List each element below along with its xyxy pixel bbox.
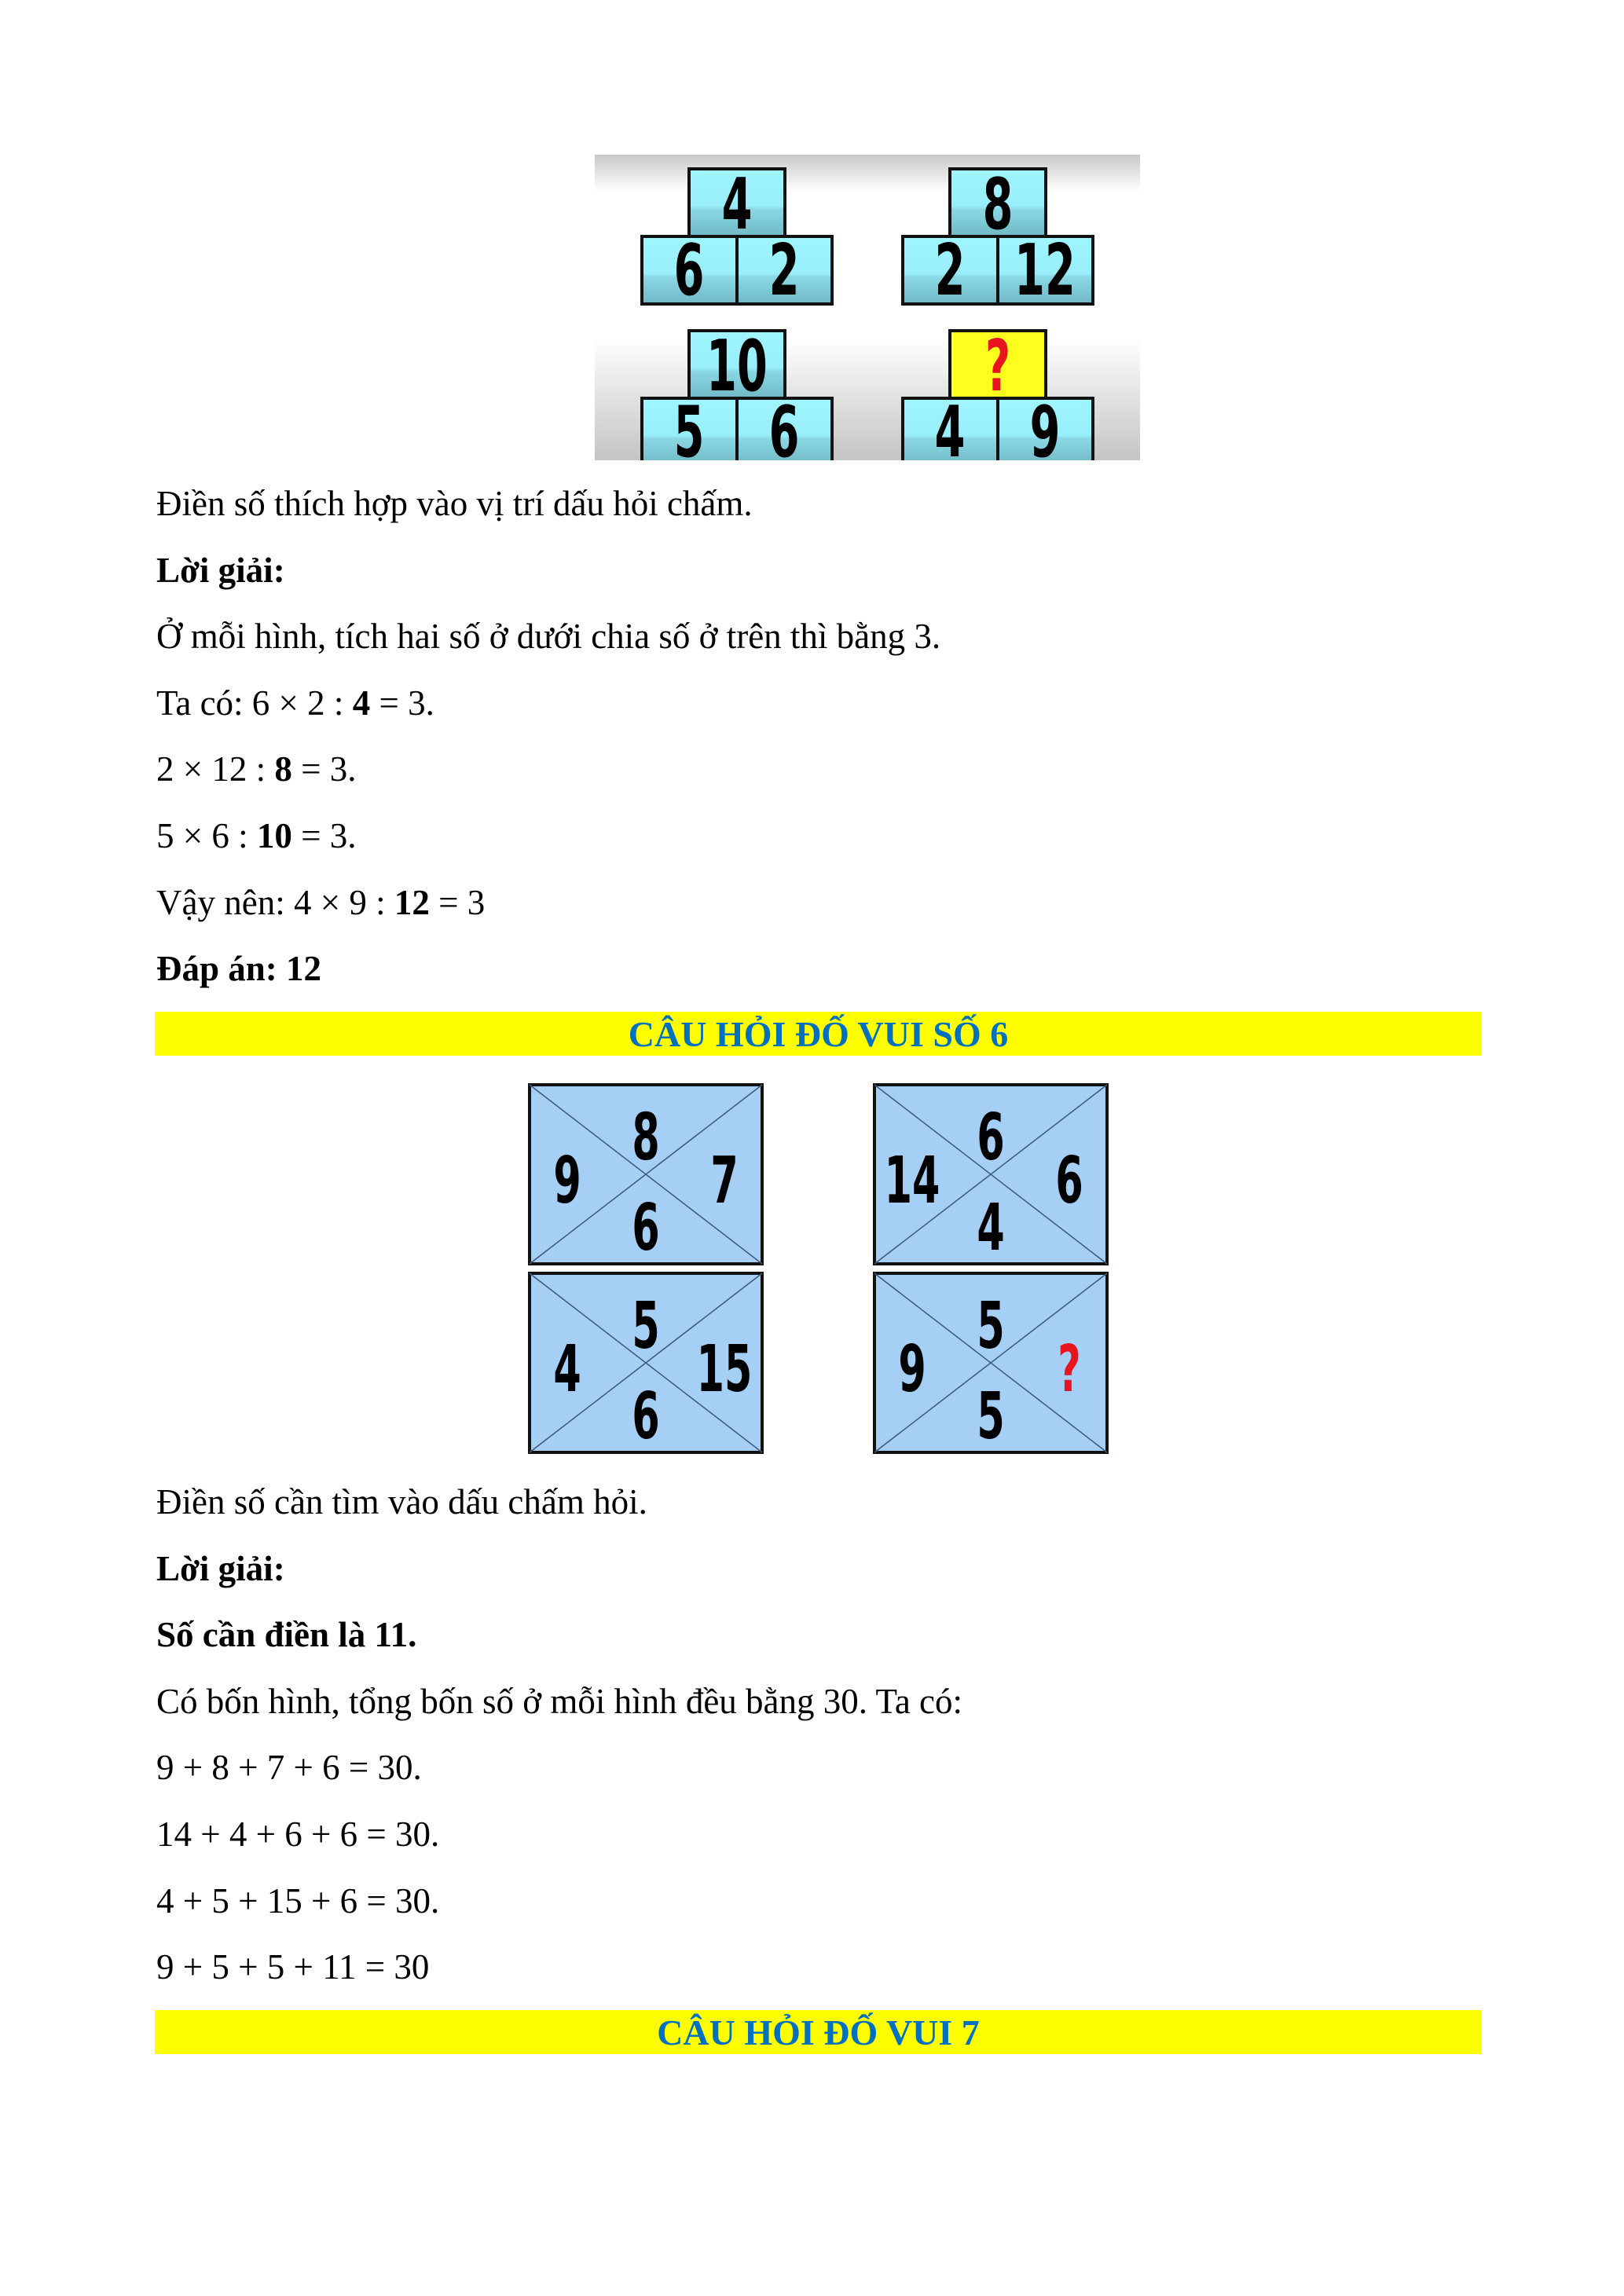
step-bold: 12 <box>394 883 430 922</box>
solution-label-5: Lời giải: <box>156 551 285 590</box>
step-text: 5 × 6 : <box>156 816 257 855</box>
solution-label-6: Lời giải: <box>156 1549 285 1588</box>
square-top-number: 5 <box>632 1289 660 1364</box>
square-right-number: 6 <box>1055 1144 1083 1219</box>
square-left-number: 4 <box>553 1332 581 1408</box>
step-5-2 <box>156 745 357 793</box>
section-title-7: CÂU HỎI ĐỐ VUI 7 <box>155 2010 1482 2054</box>
step-6-2: 14 + 4 + 6 + 6 = 30. <box>156 1814 440 1854</box>
step-5-1 <box>156 679 434 727</box>
cross-square <box>874 1085 1107 1265</box>
square-bottom-number: 4 <box>977 1191 1005 1266</box>
pyramid-puzzle-figure <box>595 155 1140 460</box>
answer-5: Đáp án: 12 <box>156 949 322 988</box>
step-text: Ta có: 6 × 2 : <box>156 683 353 723</box>
square-top-number: 8 <box>632 1100 660 1176</box>
pyramid-right-number: 12 <box>1014 229 1076 312</box>
section-title-6: CÂU HỎI ĐỐ VUI SỐ 6 <box>155 1012 1482 1056</box>
pyramid-top-number: 10 <box>706 325 768 408</box>
pyramid-top-number: 4 <box>721 163 753 246</box>
step-text: = 3 <box>429 883 486 922</box>
step-6-3: 4 + 5 + 15 + 6 = 30. <box>156 1881 440 1921</box>
pyramid-left-number: 4 <box>934 391 966 460</box>
square-right-number: 15 <box>696 1332 753 1408</box>
pyramid-right-number: 9 <box>1029 391 1061 460</box>
cross-square <box>530 1273 762 1454</box>
square-right-number: 7 <box>710 1144 739 1219</box>
step-text: 2 × 12 : <box>156 749 275 789</box>
square-left-number: 14 <box>884 1144 940 1219</box>
answer-6: Số cần điền là 11. <box>156 1615 417 1654</box>
step-text: = 3. <box>291 816 357 855</box>
square-bottom-number: 6 <box>632 1191 660 1266</box>
cross-square <box>874 1273 1107 1454</box>
square-puzzle-figure <box>527 1082 1110 1456</box>
cross-square <box>530 1085 762 1265</box>
step-5-3 <box>156 812 357 859</box>
step-bold: 10 <box>256 816 292 855</box>
square-bottom-number: 6 <box>632 1379 660 1455</box>
square-left-number: 9 <box>553 1144 581 1219</box>
pyramid-left-number: 5 <box>673 391 705 460</box>
explanation-5: Ở mỗi hình, tích hai số ở dưới chia số ở trên thì bằng 3. <box>156 617 941 656</box>
square-bottom-number: 5 <box>977 1379 1005 1455</box>
step-text: = 3. <box>291 749 357 789</box>
step-bold: 4 <box>352 683 371 723</box>
step-bold: 8 <box>274 749 292 789</box>
question-6: Điền số cần tìm vào dấu chấm hỏi. <box>156 1482 647 1522</box>
pyramid-top-number: ? <box>984 325 1011 408</box>
step-6-4: 9 + 5 + 5 + 11 = 30 <box>156 1947 430 1987</box>
square-right-number: ? <box>1058 1332 1081 1408</box>
pyramid-right-number: 2 <box>768 229 800 312</box>
pyramid-right-number: 6 <box>768 391 800 460</box>
question-5: Điền số thích hợp vào vị trí dấu hỏi chấm. <box>156 484 753 523</box>
explanation-6: Có bốn hình, tổng bốn số ở mỗi hình đều bằng 30. Ta có: <box>156 1682 963 1721</box>
pyramid-left-number: 6 <box>673 229 705 312</box>
pyramid-left-number: 2 <box>934 229 966 312</box>
step-text: Vậy nên: 4 × 9 : <box>156 883 394 922</box>
step-6-1: 9 + 8 + 7 + 6 = 30. <box>156 1748 422 1787</box>
square-left-number: 9 <box>898 1332 926 1408</box>
square-top-number: 6 <box>977 1100 1005 1176</box>
step-text: = 3. <box>370 683 434 723</box>
step-5-4 <box>156 879 485 926</box>
square-top-number: 5 <box>977 1289 1005 1364</box>
pyramid-top-number: 8 <box>982 163 1014 246</box>
